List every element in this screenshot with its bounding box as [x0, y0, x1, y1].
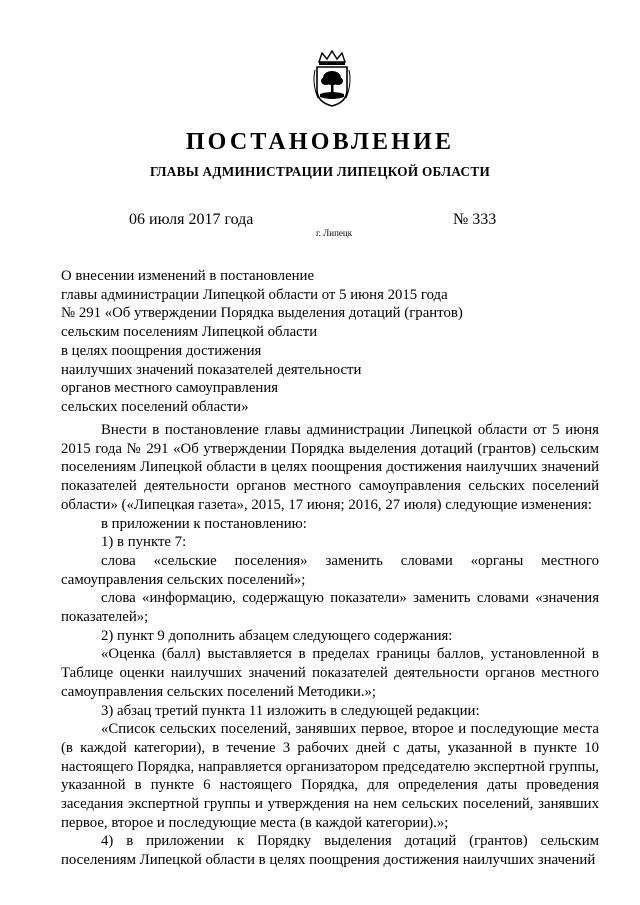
body-paragraph: слова «сельские поселения» заменить словами «органы местного самоуправления сельских поселений»;	[61, 552, 599, 588]
document-subject	[61, 267, 463, 417]
subject-line: органов местного самоуправления	[61, 380, 279, 397]
body-paragraph: «Список сельских поселений, занявших первое, второе и последующие места (в каждой категории), в течение 3 рабочих дней с даты, указанной в пункте 10 настоящего Порядка, направляется организатором председателю экспертной группы, указанной в пункте 6 настоящего Порядка, для определения даты проведения заседания экспертной группы и утверждения на нем сельских поселений, занявших первое, второе и последующие места (в каждой категории).»;	[61, 721, 599, 831]
subject-line: сельским поселениям Липецкой области	[61, 324, 318, 341]
document-city: г. Липецк	[316, 228, 353, 238]
document-title: ПОСТАНОВЛЕНИЕ	[185, 129, 455, 155]
document-subtitle: ГЛАВЫ АДМИНИСТРАЦИИ ЛИПЕЦКОЙ ОБЛАСТИ	[149, 164, 491, 179]
body-paragraph: 3) абзац третий пункта 11 изложить в следующей редакции:	[101, 702, 480, 719]
document-number: № 333	[453, 211, 497, 228]
body-paragraph: в приложении к постановлению:	[101, 515, 307, 532]
coat-of-arms-emblem	[311, 50, 353, 108]
body-paragraph: 1) в пункте 7:	[101, 534, 187, 551]
subject-line: № 291 «Об утверждении Порядка выделения дотаций (грантов)	[61, 305, 463, 322]
body-paragraph: слова «информацию, содержащую показатели» заменить словами «значения показателей»;	[61, 590, 599, 626]
body-paragraph: 2) пункт 9 дополнить абзацем следующего содержания:	[101, 627, 453, 644]
subject-line: сельских поселений области»	[61, 398, 249, 415]
body-paragraph: 4) в приложении к Порядку выделения дотаций (грантов) сельским поселениям Липецкой области в целях поощрения достижения наилучших значений	[61, 833, 599, 869]
body-paragraph: «Оценка (балл) выставляется в пределах границы баллов, установленной в Таблице оценки наилучших значений показателей деятельности органов местного самоуправления сельских поселений Методики.»;	[61, 646, 599, 700]
subject-line: О внесении изменений в постановление	[61, 268, 315, 284]
subject-line: в целях поощрения достижения	[61, 342, 262, 359]
subject-line: наилучших значений показателей деятельности	[61, 361, 362, 378]
document-body	[61, 421, 599, 870]
subject-line: главы администрации Липецкой области от 5 июня 2015 года	[61, 286, 448, 303]
body-paragraph: Внести в постановление главы администрации Липецкой области от 5 июня 2015 года № 291 «Об утверждении Порядка выделения дотаций (грантов) сельским поселениям Липецкой области в целях поощрения достижения наилучших значений показателей деятельности органов местного самоуправления сельских поселений области» («Липецкая газета», 2015, 17 июня; 2016, 27 июля) следующие изменения:	[61, 422, 599, 513]
document-date: 06 июля 2017 года	[129, 211, 254, 228]
